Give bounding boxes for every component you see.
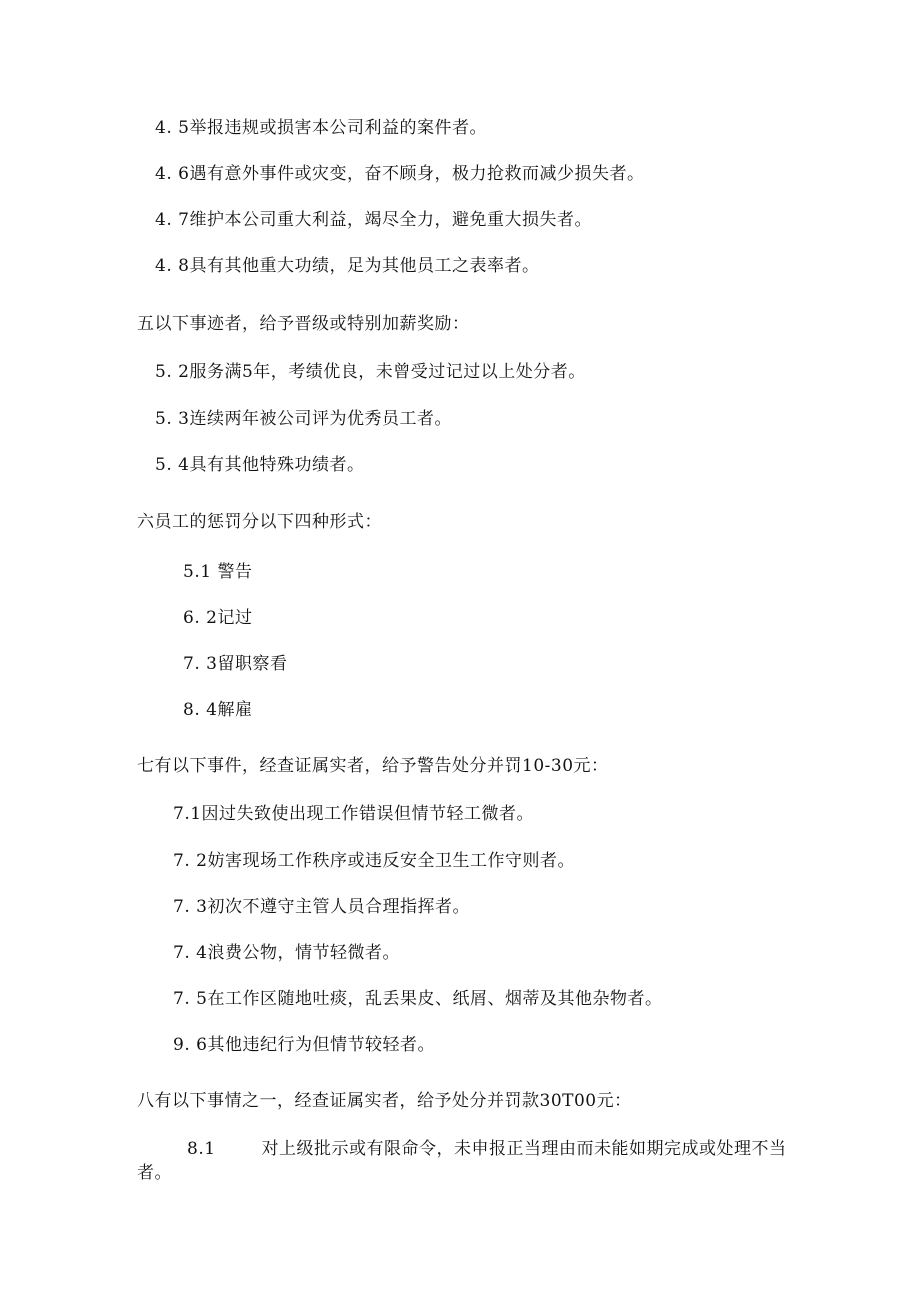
list-item-warning: 5.1 警告	[183, 562, 253, 582]
list-item-7-3: 7. 3初次不遵守主管人员合理指挥者。	[173, 897, 470, 917]
list-item-7-4: 7. 4浪费公物，情节轻微者。	[173, 943, 400, 963]
list-item-4-7: 4. 7维护本公司重大利益，竭尽全力，避免重大损失者。	[155, 210, 592, 230]
list-item-probation: 7. 3留职察看	[183, 654, 288, 674]
list-item-4-8: 4. 8具有其他重大功绩，足为其他员工之表率者。	[155, 256, 540, 276]
list-item-dismissal: 8. 4解雇	[183, 700, 253, 720]
list-item-demerit: 6. 2记过	[183, 608, 253, 628]
list-item-4-5: 4. 5举报违规或损害本公司利益的案件者。	[155, 118, 487, 138]
list-item-5-4: 5. 4具有其他特殊功绩者。	[155, 455, 365, 475]
list-item-4-6: 4. 6遇有意外事件或灾变，奋不顾身，极力抢救而减少损失者。	[155, 164, 645, 184]
section-heading-8: 八有以下事情之一，经查证属实者，给予处分并罚款30T00元：	[137, 1091, 632, 1111]
list-item-7-6: 9. 6其他违纪行为但情节较轻者。	[173, 1035, 435, 1055]
list-item-7-2: 7. 2妨害现场工作秩序或违反安全卫生工作守则者。	[173, 851, 575, 871]
section-heading-6: 六员工的惩罚分以下四种形式：	[137, 512, 382, 532]
list-item-8-1-number: 8.1	[187, 1139, 216, 1159]
list-item-8-1	[137, 1137, 817, 1185]
list-item-5-3: 5. 3连续两年被公司评为优秀员工者。	[155, 409, 452, 429]
section-heading-5: 五以下事迹者，给予晋级或特别加薪奖励：	[137, 314, 470, 334]
list-item-7-5: 7. 5在工作区随地吐痰，乱丢果皮、纸屑、烟蒂及其他杂物者。	[173, 989, 663, 1009]
list-item-5-2: 5. 2服务满5年，考绩优良，未曾受过记过以上处分者。	[155, 362, 586, 382]
list-item-7-1: 7.1因过失致使出现工作错误但情节轻工微者。	[173, 804, 535, 824]
list-item-8-1-text: 对上级批示或有限命令，未申报正当理由而未能如期完成或处理不当者。	[137, 1139, 787, 1183]
section-heading-7: 七有以下事件，经查证属实者，给予警告处分并罚10-30元：	[137, 756, 609, 776]
